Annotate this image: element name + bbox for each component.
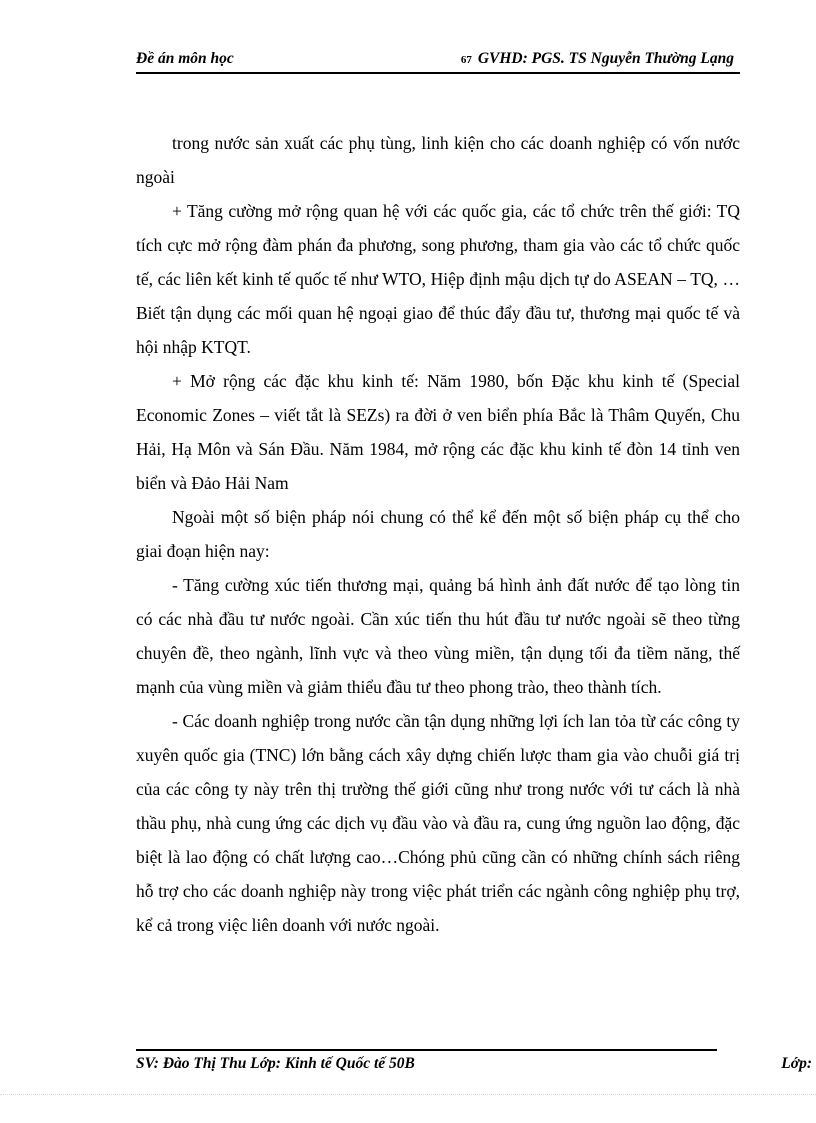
- page-number: 67: [460, 54, 472, 66]
- paragraph-economic-zones: + Mở rộng các đặc khu kinh tế: Năm 1980, bốn Đặc khu kinh tế (Special Economic Zones – viết tắt là SEZs) ra đời ở ven biển phía Bắc là Thâm Quyến, Chu Hải, Hạ Môn và Sán Đầu. Năm 1984, mở rộng các đặc khu kinh tế đòn 14 tỉnh ven biển và Đảo Hải Nam: [136, 371, 740, 493]
- header-supervisor: [461, 50, 734, 68]
- page-bottom-edge: [0, 1094, 816, 1095]
- paragraph-domestic-enterprises: - Các doanh nghiệp trong nước cần tận dụng những lợi ích lan tỏa từ các công ty xuyên quốc gia (TNC) lớn bằng cách xây dựng chiến lược tham gia vào chuỗi giá trị của các công ty này trên thị trường thế giới cũng như trong nước với tư cách là nhà thầu phụ, nhà cung ứng các dịch vụ đầu vào và đầu ra, cung ứng nguồn lao động, đặc biệt là lao động có chất lượng cao…Chóng phủ cũng cần có những chính sách riêng hỗ trợ cho các doanh nghiệp này trong việc phát triển các ngành công nghiệp phụ trợ, kể cả trong việc liên doanh với nước ngoài.: [136, 711, 740, 935]
- header-course-title: Đề án môn học: [136, 50, 234, 67]
- header-supervisor-name: GVHD: PGS. TS Nguyễn Thường Lạng: [477, 50, 734, 67]
- page-footer: [136, 1055, 812, 1073]
- paragraph-continuation: trong nước sản xuất các phụ tùng, linh kiện cho các doanh nghiệp có vốn nước ngoài: [136, 133, 740, 187]
- page-header: [136, 44, 740, 74]
- paragraph-specific-measures-intro: Ngoài một số biện pháp nói chung có thể kể đến một số biện pháp cụ thể cho giai đoạn hiện nay:: [136, 507, 740, 561]
- footer-class-label: Lớp:: [781, 1055, 812, 1072]
- footer-divider: [136, 1049, 717, 1051]
- document-body: [136, 126, 740, 942]
- footer-student-info: SV: Đào Thị Thu Lớp: Kinh tế Quốc tế 50B: [136, 1055, 415, 1072]
- paragraph-international-relations: + Tăng cường mở rộng quan hệ với các quốc gia, các tổ chức trên thế giới: TQ tích cực mở rộng đàm phán đa phương, song phương, tham gia vào các tổ chức quốc tế, các liên kết kinh tế quốc tế như WTO, Hiệp định mậu dịch tự do ASEAN – TQ, … Biết tận dụng các mối quan hệ ngoại giao để thúc đẩy đầu tư, thương mại quốc tế và hội nhập KTQT.: [136, 201, 740, 357]
- paragraph-trade-promotion: - Tăng cường xúc tiến thương mại, quảng bá hình ảnh đất nước để tạo lòng tin có các nhà đầu tư nước ngoài. Cần xúc tiến thu hút đầu tư nước ngoài sẽ theo từng chuyên đề, theo ngành, lĩnh vực và theo vùng miền, tận dụng tối đa tiềm năng, thế mạnh của vùng miền và giảm thiểu đầu tư theo phong trào, theo thành tích.: [136, 575, 740, 697]
